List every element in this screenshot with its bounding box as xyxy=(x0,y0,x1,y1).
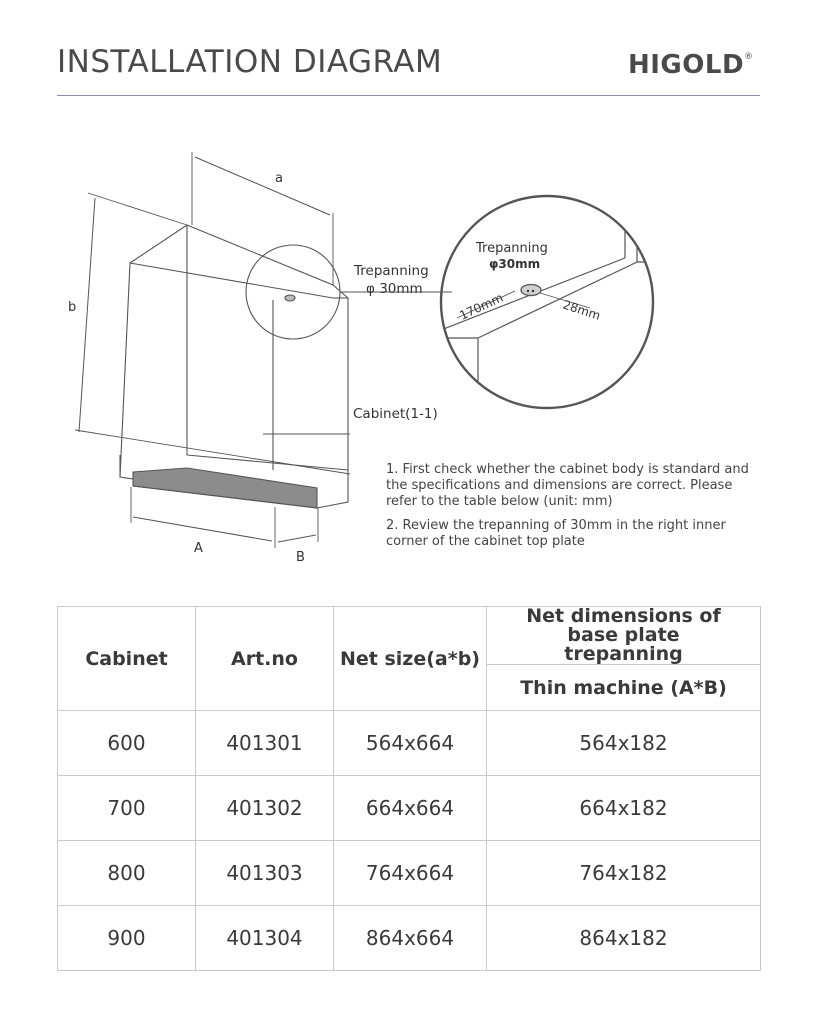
header-group: Net dimensions of base plate trepanning xyxy=(487,607,761,665)
trepanning-label: Trepanning xyxy=(354,263,429,279)
cabinet-front-top-edge xyxy=(130,263,333,298)
cell-thin: 864x182 xyxy=(487,906,761,971)
table-row xyxy=(58,906,761,971)
label-b: b xyxy=(68,300,77,315)
dim-line-A xyxy=(133,517,272,541)
detail-trepanning-label: Trepanning xyxy=(476,241,548,256)
trepanning-size: φ 30mm xyxy=(366,281,423,297)
zoom-circle-small xyxy=(246,245,340,339)
dim-line-B xyxy=(278,535,316,542)
cell-net-size: 764x664 xyxy=(334,841,487,906)
label-B: B xyxy=(296,550,305,565)
cell-art-no: 401302 xyxy=(196,776,334,841)
table-row xyxy=(58,711,761,776)
cell-cabinet: 700 xyxy=(58,776,196,841)
cell-cabinet: 900 xyxy=(58,906,196,971)
label-A: A xyxy=(194,541,203,556)
cell-art-no: 401303 xyxy=(196,841,334,906)
installation-notes xyxy=(386,462,766,558)
cell-thin: 564x182 xyxy=(487,711,761,776)
cell-net-size: 664x664 xyxy=(334,776,487,841)
detail-trepanning-size: φ30mm xyxy=(489,257,541,271)
detail-dim-right: 28mm xyxy=(561,297,603,323)
cell-thin: 664x182 xyxy=(487,776,761,841)
base-plate-recess xyxy=(133,468,317,508)
table-row xyxy=(58,841,761,906)
header-art-no: Art.no xyxy=(196,607,334,711)
note-2: 2. Review the trepanning of 30mm in the right inner corner of the cabinet top plate xyxy=(386,518,726,549)
dim-line-a xyxy=(195,157,330,215)
header-thin-machine: Thin machine (A*B) xyxy=(487,665,761,711)
cell-art-no: 401301 xyxy=(196,711,334,776)
page-title: INSTALLATION DIAGRAM xyxy=(57,44,443,80)
header-net-size: Net size(a*b) xyxy=(334,607,487,711)
cell-cabinet: 800 xyxy=(58,841,196,906)
brand-name: HIGOLD xyxy=(628,50,745,80)
trepanning-hole xyxy=(285,295,295,301)
detail-trepanning-hole xyxy=(521,285,541,296)
cell-net-size: 864x664 xyxy=(334,906,487,971)
detail-dim-left: 170mm xyxy=(457,290,506,323)
spec-table xyxy=(57,606,761,971)
label-a: a xyxy=(275,171,283,186)
header-cabinet: Cabinet xyxy=(58,607,196,711)
registered-mark: ® xyxy=(744,52,754,62)
cabinet-label: Cabinet(1-1) xyxy=(353,406,438,422)
table-row xyxy=(58,776,761,841)
cell-cabinet: 600 xyxy=(58,711,196,776)
cell-net-size: 564x664 xyxy=(334,711,487,776)
note-1: 1. First check whether the cabinet body is standard and the specifications and dimensions are correct. Please refer to the table below (unit: mm) xyxy=(386,462,749,509)
cell-thin: 764x182 xyxy=(487,841,761,906)
dim-line-b xyxy=(79,198,95,432)
cell-art-no: 401304 xyxy=(196,906,334,971)
